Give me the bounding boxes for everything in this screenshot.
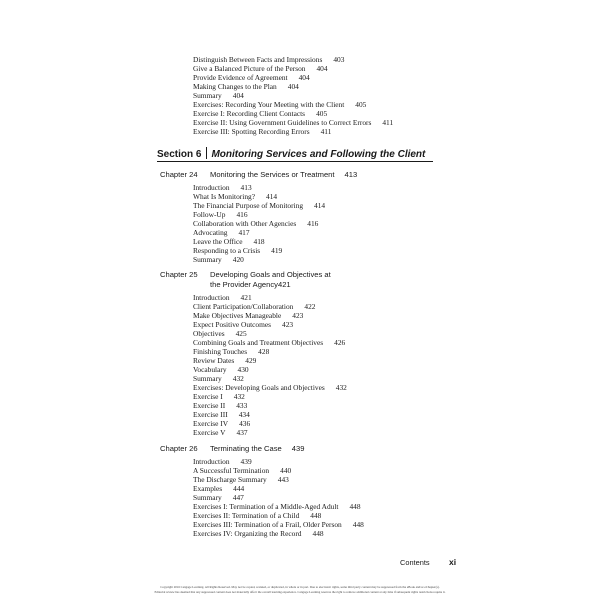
toc-entry: Expect Positive Outcomes 423 xyxy=(193,320,294,329)
toc-entry: What Is Monitoring? 414 xyxy=(193,192,278,201)
toc-entry: Exercises IV: Organizing the Record 448 xyxy=(193,529,324,538)
chapter-heading xyxy=(160,170,357,180)
chapter-number: Chapter 25 xyxy=(160,270,198,279)
toc-entry: Exercise I 432 xyxy=(193,392,245,401)
chapter-page: 439 xyxy=(291,444,305,453)
toc-entry: Review Dates 429 xyxy=(193,356,257,365)
toc-entry: A Successful Termination 440 xyxy=(193,466,292,475)
toc-entry: Summary 432 xyxy=(193,374,244,383)
toc-entry: Finishing Touches 428 xyxy=(193,347,270,356)
copyright-notice-line1: Copyright 2016 Cengage Learning. All Rights Reserved. May not be copied, scanned, or duplicated, in whole or in part. Due to electronic rights, some third party content may be suppressed from the eBook and/or eChapter(s). xyxy=(160,585,440,589)
chapter-title-continued: the Provider Agency421 xyxy=(210,280,291,289)
chapter-title: Developing Goals and Objectives at xyxy=(210,270,331,279)
section-label: Section 6 xyxy=(157,149,202,160)
toc-entry: Examples 444 xyxy=(193,484,245,493)
toc-entry: Exercises: Recording Your Meeting with the Client 405 xyxy=(193,100,367,109)
section-rule xyxy=(157,161,433,162)
toc-entry: Introduction 421 xyxy=(193,293,252,302)
toc-entry: Exercise V 437 xyxy=(193,428,248,437)
toc-entry: Summary 447 xyxy=(193,493,244,502)
chapter-number: Chapter 24 xyxy=(160,170,198,179)
toc-entry: The Financial Purpose of Monitoring 414 xyxy=(193,201,326,210)
copyright-notice-line2: Editorial review has deemed that any suppressed content does not materially affect the overall learning experience. Cengage Learning reserves the right to remove additional content at any time if subsequent rights restrictions require it. xyxy=(154,590,446,594)
toc-entry: Objectives 425 xyxy=(193,329,247,338)
toc-entry: Exercises III: Termination of a Frail, Older Person 448 xyxy=(193,520,364,529)
footer-contents-label: Contents xyxy=(400,558,430,567)
toc-entry: Give a Balanced Picture of the Person 404 xyxy=(193,64,328,73)
section-divider xyxy=(206,147,207,159)
section-heading xyxy=(157,147,425,161)
toc-entry: Making Changes to the Plan 404 xyxy=(193,82,299,91)
chapter-page: 421 xyxy=(277,280,291,289)
chapter-number: Chapter 26 xyxy=(160,444,198,453)
toc-entry: Vocabulary 430 xyxy=(193,365,249,374)
toc-entry: Introduction 413 xyxy=(193,183,252,192)
toc-entry: Advocating 417 xyxy=(193,228,250,237)
chapter-page: 413 xyxy=(344,170,358,179)
toc-entry: Introduction 439 xyxy=(193,457,252,466)
toc-entry: Follow-Up 416 xyxy=(193,210,248,219)
toc-entry: Summary 404 xyxy=(193,91,244,100)
chapter-heading xyxy=(160,270,331,280)
toc-entry: Exercise IV 436 xyxy=(193,419,251,428)
toc-entry: Exercises II: Termination of a Child 448 xyxy=(193,511,322,520)
toc-entry: Leave the Office 418 xyxy=(193,237,265,246)
toc-entry: Responding to a Crisis 419 xyxy=(193,246,283,255)
toc-entry: Provide Evidence of Agreement 404 xyxy=(193,73,310,82)
section-title: Monitoring Services and Following the Client xyxy=(211,149,426,160)
toc-entry: Exercise I: Recording Client Contacts 405 xyxy=(193,109,328,118)
toc-entry: Exercise III 434 xyxy=(193,410,250,419)
toc-entry: Summary 420 xyxy=(193,255,244,264)
chapter-heading xyxy=(160,444,304,454)
toc-entry: Combining Goals and Treatment Objectives 426 xyxy=(193,338,346,347)
toc-entry: The Discharge Summary 443 xyxy=(193,475,289,484)
toc-entry: Collaboration with Other Agencies 416 xyxy=(193,219,319,228)
toc-entry: Make Objectives Manageable 423 xyxy=(193,311,304,320)
toc-entry: Client Participation/Collaboration 422 xyxy=(193,302,316,311)
toc-entry: Exercise III: Spotting Recording Errors 411 xyxy=(193,127,332,136)
toc-entry: Exercises: Developing Goals and Objectives 432 xyxy=(193,383,347,392)
chapter-title: Terminating the Case xyxy=(210,444,282,453)
toc-entry: Distinguish Between Facts and Impressions 403 xyxy=(193,55,345,64)
chapter-title: Monitoring the Services or Treatment xyxy=(210,170,335,179)
toc-entry: Exercises I: Termination of a Middle-Aged Adult 448 xyxy=(193,502,361,511)
toc-entry: Exercise II: Using Government Guidelines to Correct Errors 411 xyxy=(193,118,394,127)
toc-entry: Exercise II 433 xyxy=(193,401,248,410)
page-number: xi xyxy=(449,557,457,567)
